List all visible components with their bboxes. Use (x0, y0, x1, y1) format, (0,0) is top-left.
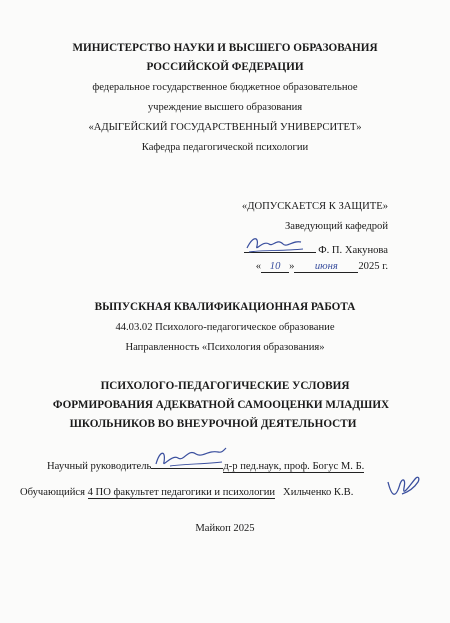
supervisor-signature (152, 444, 230, 470)
work-code: 44.03.02 Психолого-педагогическое образование (115, 322, 335, 333)
institution-line-1: федеральное государственное бюджетное образовательное (92, 82, 358, 93)
date-month: июня (294, 261, 358, 273)
work-type: ВЫПУСКНАЯ КВАЛИФИКАЦИОННАЯ РАБОТА (94, 301, 356, 313)
date-quote-close: » (289, 261, 295, 272)
date-day: 10 (261, 261, 289, 273)
approval-date (256, 261, 388, 273)
approval-name: Ф. П. Хакунова (318, 245, 388, 256)
student-label: Обучающийся (20, 487, 85, 498)
ministry-line-2: РОССИЙСКОЙ ФЕДЕРАЦИИ (146, 61, 304, 73)
ministry-line-1: МИНИСТЕРСТВО НАУКИ И ВЫСШЕГО ОБРАЗОВАНИЯ (72, 42, 378, 54)
thesis-title-line-1: ПСИХОЛОГО-ПЕДАГОГИЧЕСКИЕ УСЛОВИЯ (100, 380, 350, 392)
city-year: Майкоп 2025 (195, 523, 255, 534)
approval-role: Заведующий кафедрой (284, 221, 388, 232)
university-name: «АДЫГЕЙСКИЙ ГОСУДАРСТВЕННЫЙ УНИВЕРСИТЕТ» (88, 122, 362, 133)
approval-title: «ДОПУСКАЕТСЯ К ЗАЩИТЕ» (241, 201, 388, 212)
head-signature (243, 232, 307, 256)
work-profile: Направленность «Психология образования» (125, 342, 325, 353)
thesis-title-line-3: ШКОЛЬНИКОВ ВО ВНЕУРОЧНОЙ ДЕЯТЕЛЬНОСТИ (69, 418, 357, 430)
date-year: 2025 г. (358, 261, 388, 272)
student-line (20, 487, 353, 499)
department-name: Кафедра педагогической психологии (141, 142, 309, 153)
institution-line-2: учреждение высшего образования (147, 102, 303, 113)
supervisor-value: д-р пед.наук, проф. Богус М. Б. (223, 461, 365, 472)
thesis-title-line-2: ФОРМИРОВАНИЯ АДЕКВАТНОЙ САМООЦЕНКИ МЛАДШИХ (52, 399, 390, 411)
student-group: 4 ПО факультет педагогики и психологии (87, 487, 276, 498)
student-signature (384, 472, 424, 504)
supervisor-label: Научный руководитель (47, 461, 152, 472)
student-name: Хильченко К.В. (283, 487, 354, 498)
date-quote-open: « (255, 261, 262, 272)
